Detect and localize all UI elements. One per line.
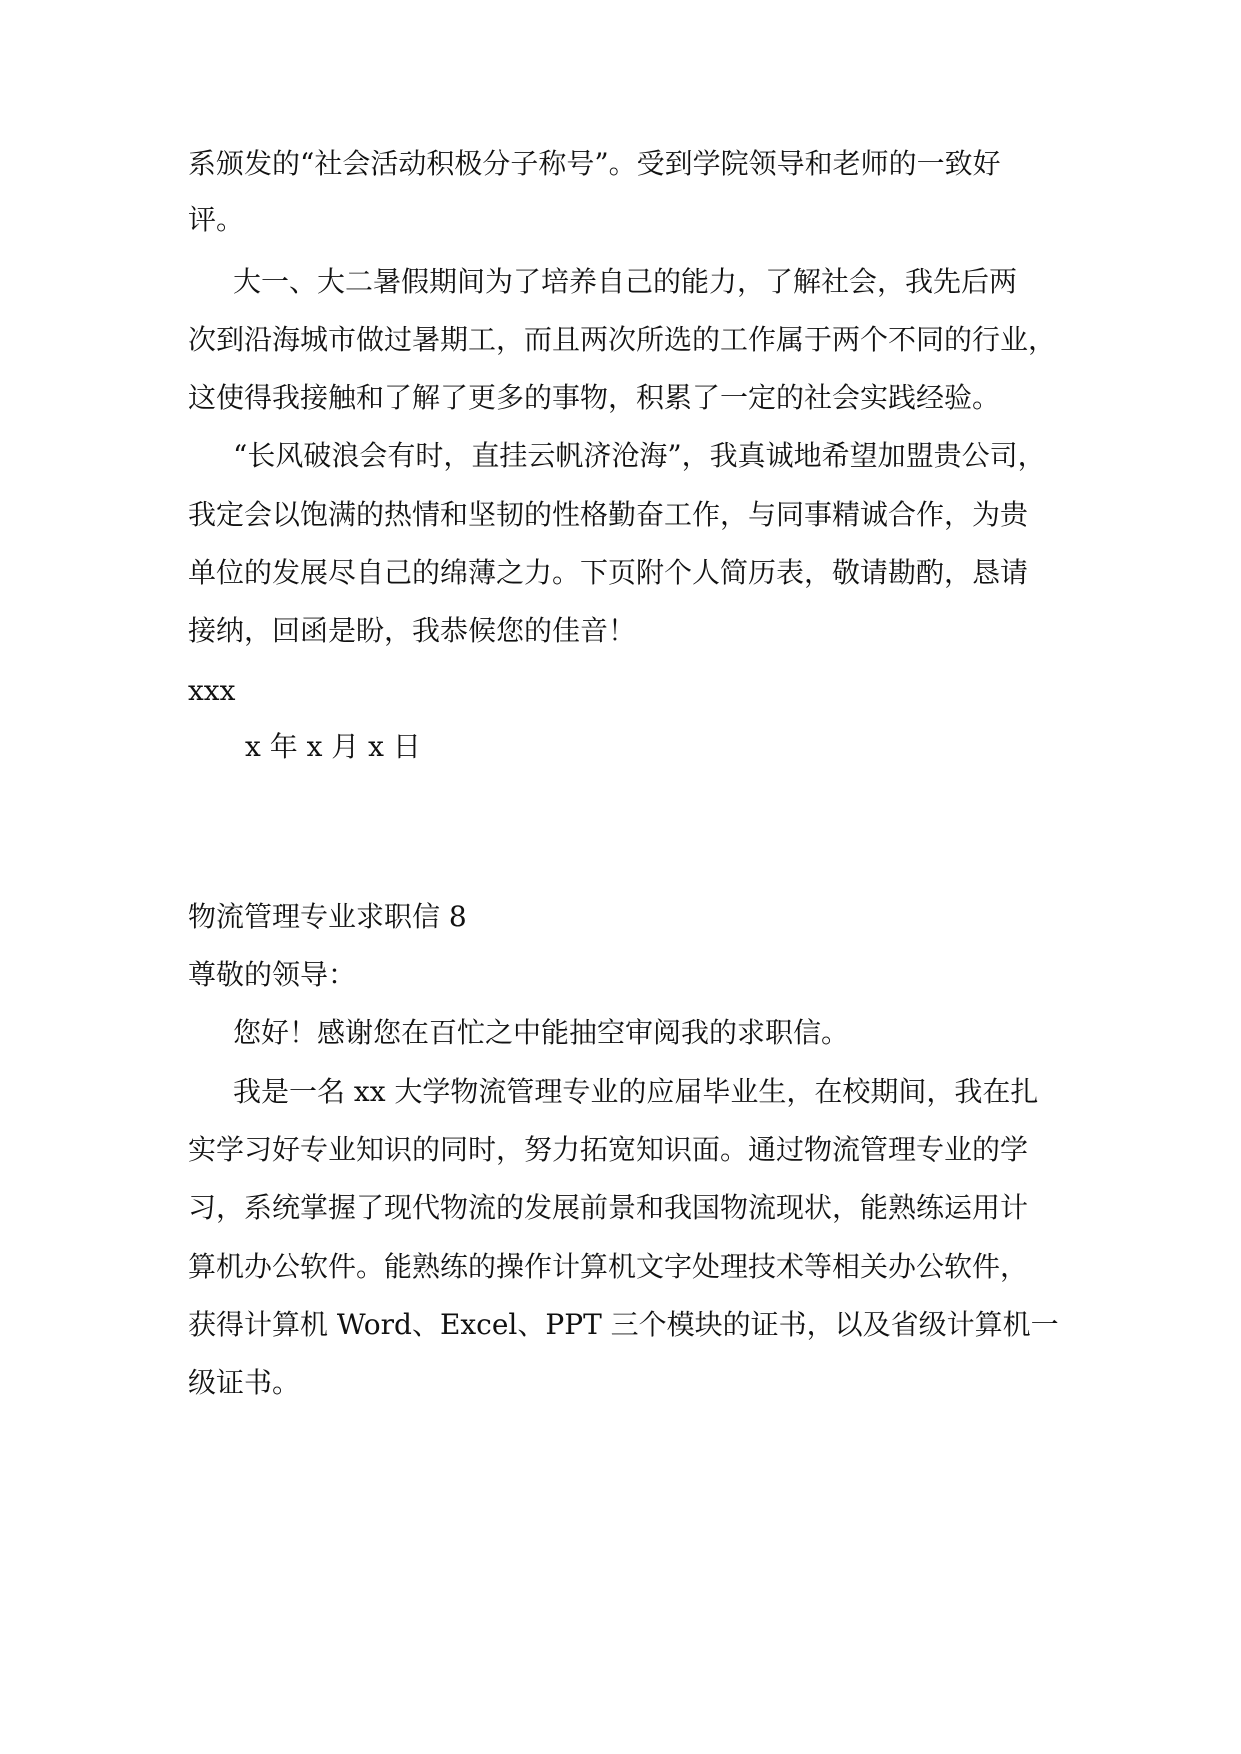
paragraph-line: 评。	[188, 203, 245, 236]
date: x 年 x 月 x 日	[245, 730, 421, 763]
paragraph-line: 大一、大二暑假期间为了培养自己的能力，了解社会，我先后两	[233, 265, 1018, 298]
paragraph-line: 习，系统掌握了现代物流的发展前景和我国物流现状，能熟练运用计	[188, 1191, 1029, 1224]
greeting: 您好！感谢您在百忙之中能抽空审阅我的求职信。	[233, 1016, 850, 1049]
paragraph-line: 系颁发的“社会活动积极分子称号”。受到学院领导和老师的一致好	[188, 147, 1001, 180]
paragraph-line: 我是一名 xx 大学物流管理专业的应届毕业生，在校期间，我在扎	[233, 1075, 1039, 1108]
paragraph-line: 我定会以饱满的热情和坚韧的性格勤奋工作，与同事精诚合作，为贵	[188, 498, 1029, 531]
paragraph-line: 这使得我接触和了解了更多的事物，积累了一定的社会实践经验。	[188, 381, 1001, 414]
paragraph-line: 算机办公软件。能熟练的操作计算机文字处理技术等相关办公软件，	[188, 1250, 1029, 1283]
salutation: 尊敬的领导：	[188, 958, 357, 991]
paragraph-line: “长风破浪会有时，直挂云帆济沧海”，我真诚地希望加盟贵公司，	[233, 439, 1046, 472]
paragraph-line: 单位的发展尽自己的绵薄之力。下页附个人简历表，敬请勘酌，恳请	[188, 556, 1029, 589]
paragraph-line: 实学习好专业知识的同时，努力拓宽知识面。通过物流管理专业的学	[188, 1133, 1029, 1166]
section-title: 物流管理专业求职信 8	[188, 900, 467, 933]
signature: xxx	[188, 674, 236, 707]
paragraph-line: 获得计算机 Word、Excel、PPT 三个模块的证书，以及省级计算机一	[188, 1308, 1059, 1341]
paragraph-line: 级证书。	[188, 1366, 301, 1399]
paragraph-line: 接纳，回函是盼，我恭候您的佳音！	[188, 614, 637, 647]
paragraph-line: 次到沿海城市做过暑期工，而且两次所选的工作属于两个不同的行业，	[188, 323, 1057, 356]
